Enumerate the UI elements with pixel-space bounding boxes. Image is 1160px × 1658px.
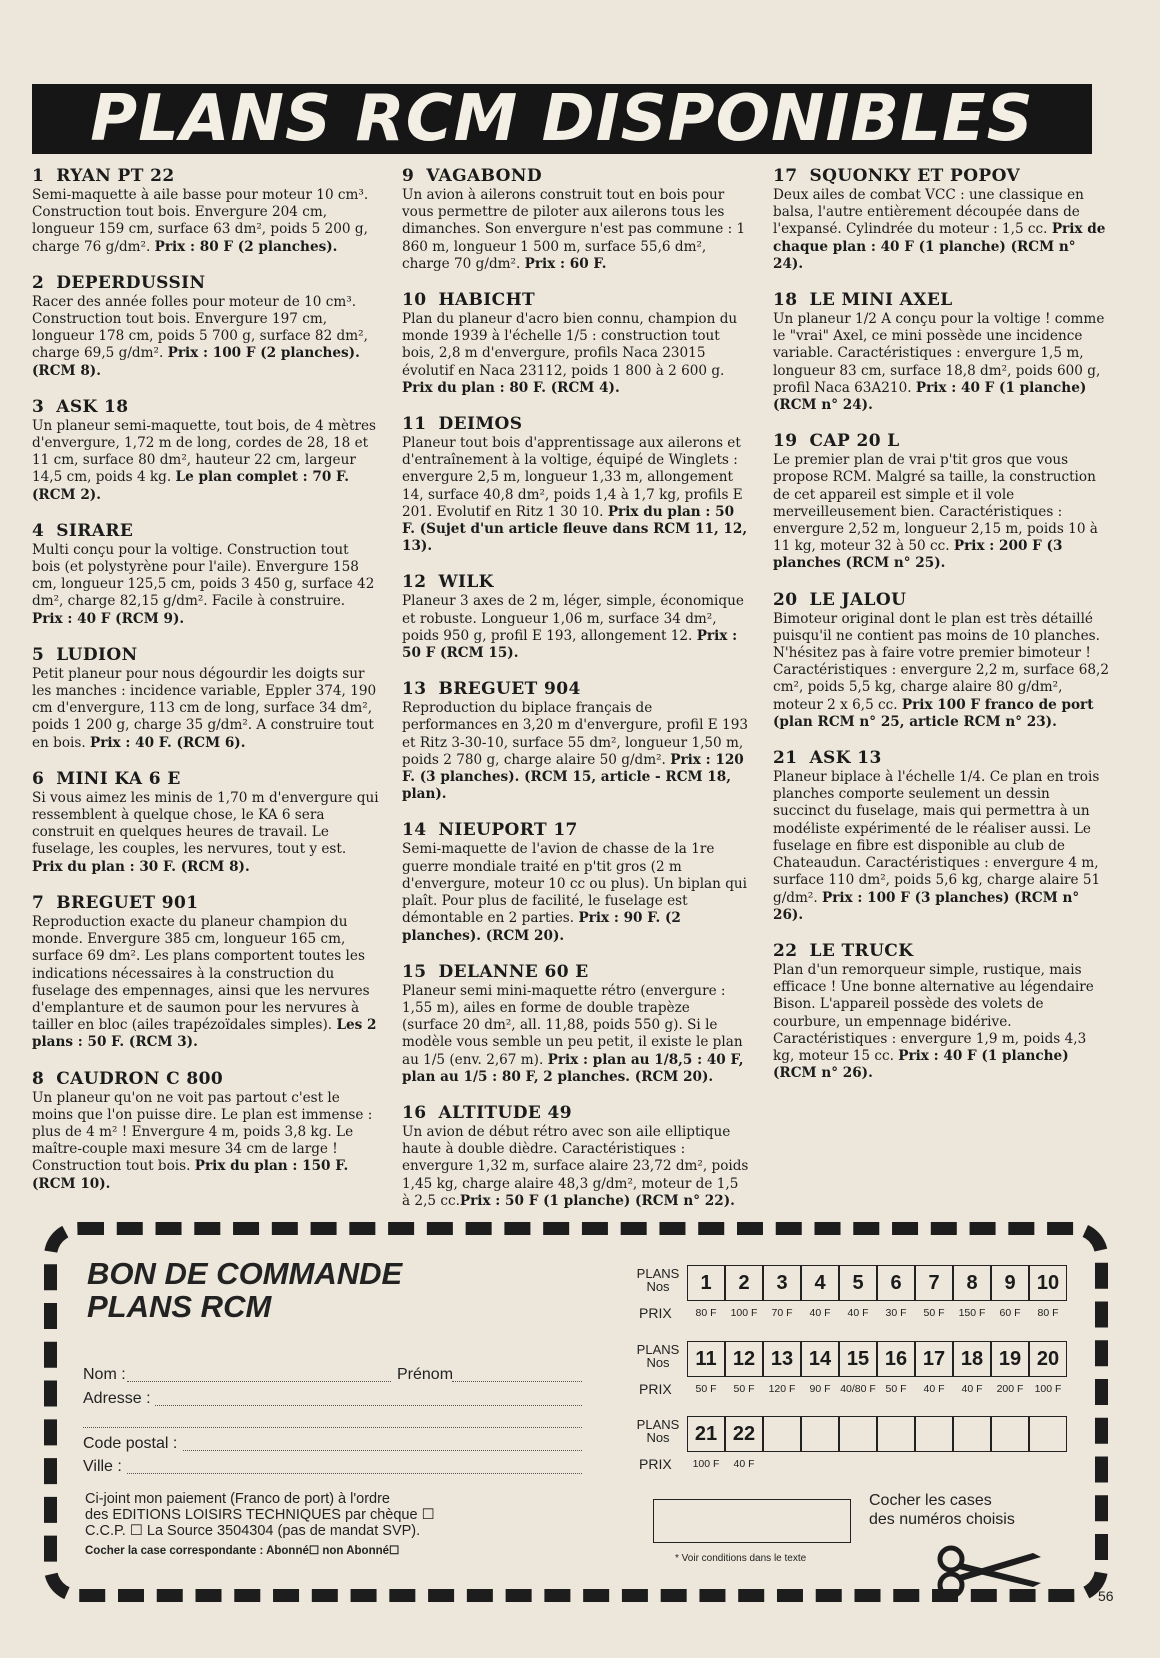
- plan-price: 70 F: [771, 1307, 793, 1319]
- plan-item-heading: [402, 820, 750, 841]
- plan-item-heading: [32, 893, 379, 914]
- plan-item-body: [32, 1090, 379, 1193]
- nos-label: Nos: [646, 1355, 670, 1370]
- plan-item-price: Prix : 200 F (3 planches (RCM n° 25).: [773, 538, 1063, 572]
- plan-item-number: 8: [32, 1068, 45, 1089]
- plan-item: [32, 893, 379, 1052]
- plan-item-body: [32, 542, 379, 628]
- plan-item-heading: [32, 273, 379, 294]
- plan-item-heading: [32, 521, 379, 542]
- plans-column-1: [32, 166, 379, 1210]
- plan-item-heading: [402, 572, 750, 593]
- plan-number-cell[interactable]: 8: [953, 1265, 991, 1301]
- plan-price: 50 F: [733, 1383, 755, 1395]
- plan-item-number: 4: [32, 520, 45, 541]
- page-title-banner: PLANS RCM DISPONIBLES: [32, 84, 1092, 154]
- adresse-field[interactable]: [155, 1389, 582, 1406]
- plan-price: 40 F: [733, 1458, 755, 1470]
- plan-item-title: ALTITUDE 49: [438, 1102, 572, 1123]
- page-number: 56: [1098, 1588, 1114, 1604]
- plan-item-description: Un planeur 1/2 A conçu pour la voltige ! comme le "vrai" Axel, ce mini possède une incidence variable. Caractéristiques : envergure 1,5 m, longueur 83 cm, surface 18,8 dm², poids 600 g, profil Naca 63A210.: [773, 311, 1105, 396]
- plan-item: [402, 1103, 750, 1210]
- plan-item-heading: [402, 166, 750, 187]
- plan-item-price: Les 2 plans : 50 F. (RCM 3).: [32, 1017, 377, 1051]
- plan-item: [402, 679, 750, 803]
- plan-item: [32, 273, 379, 380]
- plan-item-title: SIRARE: [56, 520, 134, 541]
- plan-item-description: Bimoteur original dont le plan est très détaillé puisqu'il ne contient pas moins de 10 planches. N'hésitez pas à faire votre premier bimoteur ! Caractéristiques : envergure 2,2 m, surface 68,2 cm², poids 5,5 kg, charge alaire 80 g/dm², moteur 2 x 6,5 cc.: [773, 610, 1109, 713]
- plan-price: 50 F: [695, 1383, 717, 1395]
- plan-price: 80 F: [1037, 1307, 1059, 1319]
- plan-item-body: [402, 983, 750, 1086]
- plan-item-title: DEPERDUSSIN: [56, 272, 206, 293]
- plan-item: [402, 414, 750, 555]
- plan-item-number: 18: [773, 290, 798, 311]
- plan-item-description: Planeur tout bois d'apprentissage aux ailerons et d'entraînement à la voltige, équipé de Winglets : envergure 2,5 m, longueur 1,33 m, allongement 14, surface 40,8 dm², poids 1,4 à 1,7 kg, profils E 201. Evolutif en Ritz 1 30 10.: [402, 435, 743, 520]
- check-instruction-line-2: des numéros choisis: [869, 1511, 1015, 1528]
- plan-item-description: Semi-maquette de l'avion de chasse de la 1re guerre mondiale traité en p'tit gros (2 m d'envergure, moteur 10 cc ou plus). Un biplan qui plaît. Pour plus de facilité, le fuselage est démontable en 2 parties.: [402, 841, 748, 927]
- plans-nos-label: [629, 1418, 687, 1444]
- plan-item-description: Planeur semi mini-maquette rétro (envergure : 1,55 m), ailes en forme de double trapèze (surface 20 dm², all. 11,88, poids 550 g). Si le modèle vous semble un peu petit, il existe le plan au 1/5 (env. 2,67 m).: [402, 982, 743, 1068]
- prix-label: PRIX: [639, 1381, 672, 1397]
- order-title-line-1: BON DE COMMANDE: [87, 1256, 403, 1291]
- plan-item-number: 17: [773, 166, 798, 186]
- code-postal-field[interactable]: [183, 1434, 582, 1451]
- plan-item-title: LE MINI AXEL: [809, 290, 953, 311]
- plan-item-title: CAUDRON C 800: [56, 1068, 224, 1089]
- plan-number-cell[interactable]: 21: [687, 1416, 725, 1452]
- plan-item-price: Prix : 40 F (1 planche) (RCM n° 24).: [773, 379, 1087, 414]
- plan-item-body: [32, 666, 379, 752]
- plan-number-cell[interactable]: [915, 1416, 953, 1452]
- plan-item-price: Prix : 50 F (RCM 15).: [402, 627, 738, 662]
- plan-item-title: ASK 18: [56, 396, 129, 417]
- plan-item-description: Reproduction du biplace français de performances en 3,20 m d'envergure, profil E 193 et Ritz 3-30-10, surface 55 dm², longueur 1,50 m, poids 2 780 g, charge alaire 50 g/dm².: [402, 700, 748, 768]
- plan-item-title: CAP 20 L: [809, 431, 900, 452]
- prenom-field[interactable]: [452, 1365, 582, 1382]
- plan-item: [773, 748, 1109, 924]
- plan-item-heading: [32, 645, 379, 666]
- plan-item: [32, 166, 379, 256]
- plan-item-price: Prix du plan : 30 F. (RCM 8).: [32, 858, 250, 875]
- plan-item-title: ASK 13: [809, 748, 882, 769]
- plan-price: 150 F: [958, 1307, 986, 1319]
- order-title-line-2: PLANS RCM: [87, 1289, 272, 1324]
- nos-label: Nos: [646, 1430, 670, 1445]
- plan-item: [773, 290, 1109, 414]
- plan-item-price: Prix : 60 F.: [524, 255, 607, 272]
- plan-price: 40 F: [961, 1383, 983, 1395]
- payment-line-1: Ci-joint mon paiement (Franco de port) à l'ordre: [85, 1491, 390, 1507]
- plan-item-body: [402, 435, 750, 555]
- plan-number-cell[interactable]: 14: [801, 1341, 839, 1377]
- plan-number-cell[interactable]: 11: [687, 1341, 725, 1377]
- plan-item-description: Un planeur qu'on ne voit pas partout c'est le moins que l'on puisse dire. Le plan est immense : plus de 4 m² ! Envergure 4 m, poids 3,8 kg. Le maître-couple maxi mesure 34 cm de large ! Construction tout bois.: [32, 1089, 373, 1175]
- plan-item-body: [32, 914, 379, 1052]
- prix-label: PRIX: [639, 1305, 672, 1321]
- plan-item: [773, 941, 1109, 1082]
- plan-item-title: SQUONKY ET POPOV: [809, 166, 1021, 186]
- plan-item-price: Prix : 90 F. (2 planches). (RCM 20).: [402, 910, 681, 944]
- plan-number-cell[interactable]: 7: [915, 1265, 953, 1301]
- plan-number-cell[interactable]: [763, 1416, 801, 1452]
- plan-number-cell[interactable]: 18: [953, 1341, 991, 1377]
- plan-item-body: [32, 294, 379, 380]
- plan-item-body: [402, 187, 750, 273]
- plan-item: [402, 572, 750, 662]
- plan-item-number: 6: [32, 768, 45, 789]
- plan-number-cell[interactable]: 12: [725, 1341, 763, 1377]
- plan-item-number: 19: [773, 431, 798, 452]
- plan-item-number: 9: [402, 166, 415, 186]
- plan-number-cell[interactable]: 3: [763, 1265, 801, 1301]
- order-form-title: [87, 1257, 402, 1323]
- plan-item-title: DELANNE 60 E: [438, 961, 589, 982]
- plan-number-cell[interactable]: 15: [839, 1341, 877, 1377]
- plan-price: 200 F: [996, 1383, 1024, 1395]
- plan-item-price: Prix du plan : 80 F. (RCM 4).: [402, 379, 620, 396]
- nos-label: Nos: [646, 1279, 670, 1294]
- plan-item: [402, 290, 750, 397]
- plan-item-body: [402, 841, 750, 944]
- plan-item-price: Prix : 120 F. (3 planches). (RCM 15, article - RCM 18, plan).: [402, 751, 744, 803]
- prenom-label: Prénom: [397, 1366, 454, 1383]
- plan-number-cell[interactable]: 10: [1029, 1265, 1067, 1301]
- plan-price: 50 F: [885, 1383, 907, 1395]
- check-instruction: [869, 1491, 1015, 1529]
- plan-item-description: Planeur biplace à l'échelle 1/4. Ce plan en trois planches comporte seulement un dessin succinct du fuselage, mais qui permettra à un modéliste expérimenté de le réaliser aussi. Le fuselage en fibre est disponible au club de Chateaudun. Caractéristiques : envergure 4 m, surface 110 dm², poids 5,6 kg, charge alaire 51 g/dm².: [773, 769, 1101, 906]
- plan-item-heading: [402, 1103, 750, 1124]
- plan-item-body: [402, 311, 750, 397]
- plan-item-heading: [402, 414, 750, 435]
- plan-price: 90 F: [809, 1383, 831, 1395]
- plan-item-number: 21: [773, 748, 798, 769]
- plan-item-title: BREGUET 901: [56, 892, 199, 913]
- plan-item-body: [773, 187, 1109, 273]
- plan-item-price: Prix : 40 F. (RCM 6).: [89, 734, 246, 751]
- plan-price: 50 F: [923, 1307, 945, 1319]
- plan-item-title: LE JALOU: [809, 589, 907, 610]
- plan-item-description: Plan du planeur d'acro bien connu, champion du monde 1939 à l'échelle 1/5 : construction tout bois, 2,8 m d'envergure, profils Naca 23015 évolutif en Naca 23112, poids 1 800 à 2 600 g.: [402, 311, 738, 379]
- conditions-note: * Voir conditions dans le texte: [675, 1553, 807, 1564]
- plan-item-price: Prix du plan : 150 F. (RCM 10).: [32, 1158, 349, 1192]
- plan-item-title: WILK: [438, 572, 494, 593]
- plan-item: [773, 590, 1109, 731]
- plan-item-number: 7: [32, 892, 45, 913]
- plan-number-cell[interactable]: 5: [839, 1265, 877, 1301]
- plan-number-cell[interactable]: 19: [991, 1341, 1029, 1377]
- plan-item: [402, 166, 750, 273]
- plans-column-2: [402, 166, 750, 1227]
- plan-item-heading: [32, 769, 379, 790]
- nom-field[interactable]: [127, 1365, 391, 1382]
- plans-label: PLANS: [636, 1342, 680, 1357]
- plan-number-cell[interactable]: [991, 1416, 1029, 1452]
- plan-item-number: 3: [32, 396, 45, 417]
- plan-number-cell[interactable]: [953, 1416, 991, 1452]
- plan-number-cell[interactable]: 2: [725, 1265, 763, 1301]
- plan-item-number: 1: [32, 166, 45, 186]
- plan-item-title: LUDION: [56, 644, 138, 665]
- plan-number-cell[interactable]: 1: [687, 1265, 725, 1301]
- plan-number-cell[interactable]: 16: [877, 1341, 915, 1377]
- plan-number-cell[interactable]: 6: [877, 1265, 915, 1301]
- plan-item-price: Prix : 50 F (1 planche) (RCM n° 22).: [459, 1192, 735, 1209]
- plan-number-cell[interactable]: [1029, 1416, 1067, 1452]
- plans-label: PLANS: [636, 1417, 680, 1432]
- plan-number-cell[interactable]: 20: [1029, 1341, 1067, 1377]
- plans-column-3: [773, 166, 1109, 1099]
- plan-item-description: Un avion à ailerons construit tout en bois pour vous permettre de piloter aux ailerons tous les dimanches. Son envergure n'est pas commune : 1 860 m, longueur 1 500 m, surface 55,6 dm², charge 70 g/dm².: [402, 187, 746, 272]
- payment-line-2: des EDITIONS LOISIRS TECHNIQUES par chèque ☐: [85, 1507, 435, 1523]
- scissors-icon: [929, 1541, 1049, 1601]
- plan-item-description: Multi conçu pour la voltige. Construction tout bois (et polystyrène pour l'aile). Envergure 158 cm, longueur 125,5 cm, poids 3 450 g, surface 42 dm², charge 82,15 g/dm². Facile à construire.: [32, 541, 375, 610]
- plan-item-price: Prix : 100 F (2 planches). (RCM 8).: [32, 345, 360, 379]
- plan-item-description: Plan d'un remorqueur simple, rustique, mais efficace ! Une bonne alternative au légendaire Bison. L'appareil possède des volets de courbure, un empennage bidérive. Caractéristiques : envergure 1,9 m, poids 4,3 kg, moteur 15 cc.: [773, 961, 1094, 1064]
- plan-item-title: BREGUET 904: [438, 679, 581, 700]
- plan-item-body: [32, 418, 379, 504]
- plan-item-title: NIEUPORT 17: [438, 820, 578, 841]
- plan-item-number: 5: [32, 644, 45, 665]
- plan-item-price: Prix : 80 F (2 planches).: [154, 238, 338, 255]
- plan-price: 100 F: [1034, 1383, 1062, 1395]
- numbers-checkbox-area[interactable]: [653, 1499, 851, 1543]
- plan-item-heading: [32, 1069, 379, 1090]
- plan-item-price: Prix : 40 F (1 planche) (RCM n° 26).: [773, 1047, 1069, 1082]
- plan-item-heading: [773, 748, 1109, 769]
- plan-item-heading: [773, 290, 1109, 311]
- plan-item-number: 22: [773, 940, 798, 961]
- plan-number-cell[interactable]: 4: [801, 1265, 839, 1301]
- plan-item-title: VAGABOND: [426, 166, 542, 186]
- plan-price: 100 F: [730, 1307, 758, 1319]
- plan-item: [773, 431, 1109, 572]
- plan-item-number: 14: [402, 820, 427, 841]
- plan-item-price: Prix de chaque plan : 40 F (1 planche) (RCM n° 24).: [773, 221, 1106, 272]
- plan-item-number: 11: [402, 414, 427, 435]
- plan-item-title: RYAN PT 22: [56, 166, 175, 186]
- plan-item-price: Prix 100 F franco de port (plan RCM n° 25, article RCM n° 23).: [773, 696, 1094, 730]
- plan-price: 40 F: [809, 1307, 831, 1319]
- plan-item-body: [773, 769, 1109, 924]
- plan-price: 80 F: [695, 1307, 717, 1319]
- ville-field[interactable]: [127, 1457, 582, 1474]
- plan-item-number: 10: [402, 290, 427, 311]
- plan-price: 40 F: [923, 1383, 945, 1395]
- plan-item-heading: [402, 962, 750, 983]
- plan-item-price: Prix : 100 F (3 planches) (RCM n° 26).: [773, 889, 1080, 923]
- subscriber-line: Cocher la case correspondante : Abonné☐ non Abonné☐: [85, 1545, 400, 1557]
- adresse-field-line-2[interactable]: [83, 1411, 582, 1428]
- code-postal-label: Code postal :: [83, 1435, 178, 1452]
- plan-item-body: [402, 1124, 750, 1210]
- plan-item-title: MINI KA 6 E: [56, 768, 181, 789]
- plan-item-price: Prix : plan au 1/8,5 : 40 F, plan au 1/5 : 80 F, 2 planches. (RCM 20).: [402, 1051, 744, 1085]
- plan-item-body: [402, 593, 750, 662]
- plan-number-cell[interactable]: 22: [725, 1416, 763, 1452]
- plan-item-number: 13: [402, 679, 427, 700]
- plan-item: [32, 645, 379, 752]
- plan-item-heading: [402, 679, 750, 700]
- plan-item-body: [32, 790, 379, 876]
- plan-item-heading: [773, 590, 1109, 611]
- plan-number-cell[interactable]: [801, 1416, 839, 1452]
- plan-item: [773, 166, 1109, 273]
- prix-label: PRIX: [639, 1456, 672, 1472]
- plan-item: [32, 769, 379, 876]
- plan-item: [32, 397, 379, 504]
- plan-item-description: Semi-maquette à aile basse pour moteur 10 cm³. Construction tout bois. Envergure 204 cm, longueur 159 cm, surface 63 dm², poids 5 200 g, charge 76 g/dm².: [32, 187, 369, 255]
- plan-item-heading: [773, 166, 1109, 187]
- plan-item-price: Prix : 40 F (RCM 9).: [32, 610, 185, 627]
- plan-item-body: [32, 187, 379, 256]
- plan-item-title: LE TRUCK: [809, 940, 914, 961]
- plan-item-body: [773, 311, 1109, 414]
- plan-item-description: Le premier plan de vrai p'tit gros que vous propose RCM. Malgré sa taille, la construction de cet appareil est simple et il vole merveilleusement bien. Caractéristiques : envergure 2,52 m, longueur 2,15 m, poids 10 à 11 kg, moteur 32 à 50 cc.: [773, 452, 1098, 555]
- plan-item-heading: [32, 397, 379, 418]
- plan-item-heading: [773, 941, 1109, 962]
- plans-nos-label: [629, 1267, 687, 1293]
- plan-item: [402, 962, 750, 1086]
- adresse-label: Adresse :: [83, 1390, 151, 1407]
- payment-line-3: C.C.P. ☐ La Source 3504304 (pas de mandat SVP).: [85, 1523, 421, 1539]
- plan-item-heading: [32, 166, 379, 187]
- plan-item: [32, 521, 379, 628]
- plan-price: 120 F: [768, 1383, 796, 1395]
- plan-item-price: Prix du plan : 50 F. (Sujet d'un article fleuve dans RCM 11, 12, 13).: [402, 503, 748, 555]
- plan-item-number: 20: [773, 589, 798, 610]
- plan-item-title: DEIMOS: [438, 414, 523, 435]
- plan-item-body: [402, 700, 750, 803]
- nom-label: Nom :: [83, 1366, 126, 1383]
- plan-item-heading: [402, 290, 750, 311]
- plans-label: PLANS: [636, 1266, 680, 1281]
- plan-number-cell[interactable]: [877, 1416, 915, 1452]
- plan-item-price: Le plan complet : 70 F. (RCM 2).: [32, 469, 350, 503]
- plan-item: [402, 820, 750, 944]
- plan-price: 40/80 F: [840, 1383, 876, 1395]
- order-form: [44, 1222, 1108, 1602]
- plan-item-description: Un avion de début rétro avec son aile elliptique haute à double dièdre. Caractéristiques : envergure 1,32 m, surface alaire 23,72 dm², poids 1,45 kg, charge alaire 48,3 g/dm², moteur de 1,5 à 2,5 cc.: [402, 1123, 749, 1209]
- plan-number-cell[interactable]: [839, 1416, 877, 1452]
- ville-label: Ville :: [83, 1458, 122, 1475]
- plan-price: 100 F: [692, 1458, 720, 1470]
- plan-price: 30 F: [885, 1307, 907, 1319]
- plan-item-number: 12: [402, 572, 427, 593]
- plans-nos-label: [629, 1343, 687, 1369]
- plan-item-number: 15: [402, 961, 427, 982]
- plan-number-cell[interactable]: 9: [991, 1265, 1029, 1301]
- plan-price: 60 F: [999, 1307, 1021, 1319]
- plan-item-number: 16: [402, 1102, 427, 1123]
- plan-item-description: Planeur 3 axes de 2 m, léger, simple, économique et robuste. Longueur 1,06 m, surface 34 dm², poids 950 g, profil E 193, allongement 12.: [402, 593, 744, 644]
- plan-number-cell[interactable]: 17: [915, 1341, 953, 1377]
- plan-item-description: Si vous aimez les minis de 1,70 m d'envergure qui ressemblent à quelque chose, le KA 6 sera construit en quelques heures de travail. Le fuselage, les couples, les nervures, tout y est.: [32, 789, 379, 858]
- plan-item-number: 2: [32, 272, 45, 293]
- plan-item-description: Petit planeur pour nous dégourdir les doigts sur les manches : incidence variable, Eppler 374, 190 cm d'envergure, 113 cm de long, surface 34 dm², poids 1 200 g, charge 35 g/dm². A construire tout en bois.: [32, 665, 377, 751]
- plan-item-description: Un planeur semi-maquette, tout bois, de 4 mètres d'envergure, 1,72 m de long, cordes de 28, 18 et 11 cm, surface 80 dm², hauteur 22 cm, largeur 14,5 cm, poids 4 kg.: [32, 417, 377, 486]
- plan-number-cell[interactable]: 13: [763, 1341, 801, 1377]
- plan-item-title: HABICHT: [438, 290, 536, 311]
- plan-item-heading: [773, 431, 1109, 452]
- plan-item-body: [773, 452, 1109, 572]
- check-instruction-line-1: Cocher les cases: [869, 1492, 992, 1509]
- plan-item-body: [773, 611, 1109, 731]
- plan-item-description: Reproduction exacte du planeur champion du monde. Envergure 385 cm, longueur 165 cm, surface 69 dm². Les plans comportent toutes les indications nécessaires à la construction du fuselage des empennages, ainsi que les nervures d'emplanture et de saumon pour les nervures à tailler en bloc (ailes trapézoïdales simples).: [32, 913, 370, 1034]
- plan-item-description: Racer des année folles pour moteur de 10 cm³. Construction tout bois. Envergure 197 cm, longueur 178 cm, poids 5 700 g, surface 82 dm², charge 69,5 g/dm².: [32, 293, 368, 362]
- plan-item: [32, 1069, 379, 1193]
- plan-item-body: [773, 962, 1109, 1082]
- plan-price: 40 F: [847, 1307, 869, 1319]
- plan-item-description: Deux ailes de combat VCC : une classique en balsa, l'autre entièrement découpée dans de l'expansé. Cylindrée du moteur : 1,5 cc.: [773, 187, 1084, 238]
